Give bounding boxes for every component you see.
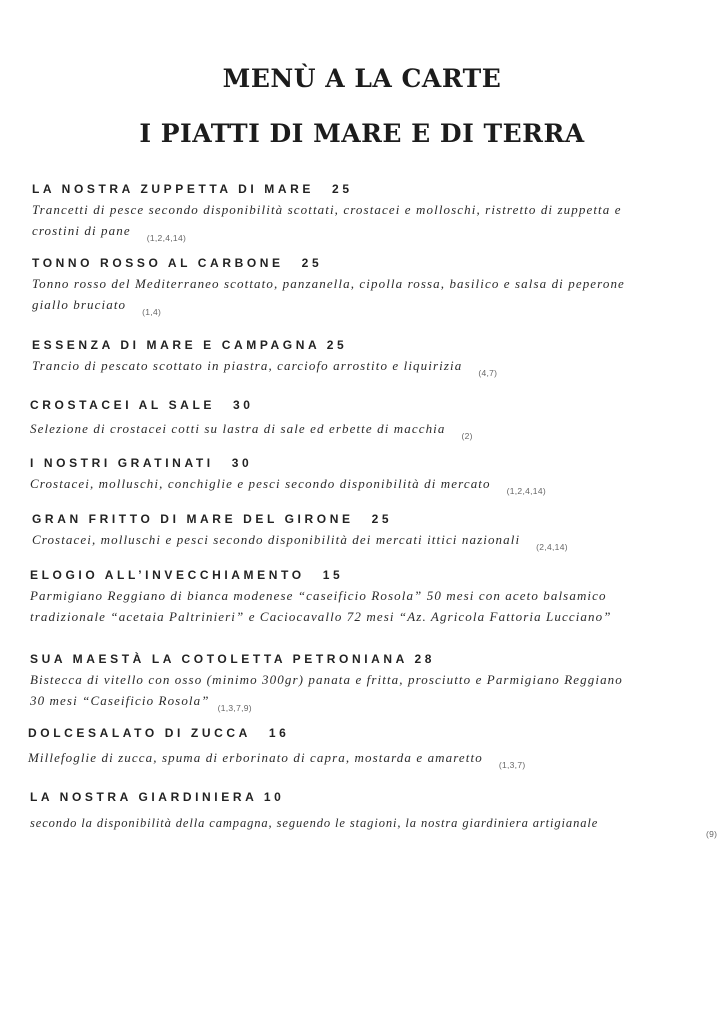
dish-tonno (32, 255, 625, 317)
dish-name: ESSENZA DI MARE E CAMPAGNA 25 (32, 338, 348, 352)
dish-description: Crostacei, molluschi e pesci secondo disponibilità dei mercati ittici nazionali $_{(2,4,14)}$ (32, 532, 568, 552)
dish-name: ELOGIO ALL’INVECCHIAMENTO 15 (30, 568, 344, 582)
dish-allergens: (9) (706, 829, 718, 839)
dish-name: SUA MAESTÀ LA COTOLETTA PETRONIANA 28 (30, 652, 435, 666)
dish-dolcesalato (28, 725, 526, 770)
dish-allergens: (1,2,4,14) (146, 233, 187, 243)
dish-price: 30 (231, 456, 253, 470)
dish-price: 25 (332, 182, 353, 196)
menu-title: MENÙ A LA CARTE (222, 64, 502, 93)
dish-allergens: (2,4,14) (536, 542, 568, 552)
dish-name: TONNO ROSSO AL CARBONE 25 (32, 256, 323, 270)
dish-description: Tonno rosso del Mediterraneo scottato, panzanella, cipolla rossa, basilico e salsa di peperone giallo bruciato $_{(1,4)}$ (32, 276, 625, 317)
dish-giardiniera (30, 789, 598, 834)
dish-allergens: (1,3,7) (498, 760, 526, 770)
dish-description: Selezione di crostacei cotti su lastra di sale ed erbette di macchia $_{(2)}$ (30, 421, 473, 441)
dish-name: DOLCESALATO DI ZUCCA 16 (28, 726, 290, 740)
dish-name: I NOSTRI GRATINATI 30 (30, 456, 253, 470)
dish-name: LA NOSTRA ZUPPETTA DI MARE 25 (32, 182, 353, 196)
dish-gratinati (30, 455, 546, 496)
dish-essenza (32, 337, 497, 378)
dish-allergens: (1,3,7,9) (217, 703, 252, 713)
dish-price: 15 (322, 568, 344, 582)
dish-description: Trancio di pescato scottato in piastra, carciofo arrostito e liquirizia $_{(4,7)}$ (32, 358, 498, 378)
dish-allergens: (1,2,4,14) (506, 486, 546, 496)
dish-price: 30 (233, 398, 254, 412)
dish-elogio (30, 567, 612, 627)
dish-zuppetta (32, 181, 622, 243)
menu-subtitle: I PIATTI DI MARE E DI TERRA (139, 119, 585, 148)
dish-price: 16 (268, 726, 290, 740)
dish-price: 25 (371, 512, 393, 526)
dish-allergens: (1,4) (142, 307, 162, 317)
dish-name: GRAN FRITTO DI MARE DEL GIRONE 25 (32, 512, 393, 526)
dish-crostacei-sale (30, 397, 473, 441)
dish-allergens: (4,7) (478, 368, 498, 378)
dish-description: Trancetti di pesce secondo disponibilità scottati, crostacei e molloschi, ristretto di zuppetta e crostini di pane $_{(1,2,4,14)}$ (32, 202, 622, 243)
dish-description: secondo la disponibilità della campagna, seguendo le stagioni, la nostra giardiniera artigianale (30, 816, 599, 830)
dish-allergens: (2) (461, 431, 473, 441)
dish-name: CROSTACEI AL SALE 30 (30, 398, 254, 412)
dish-name: LA NOSTRA GIARDINIERA 10 (30, 790, 285, 804)
dish-description: Crostacei, molluschi, conchiglie e pesci secondo disponibilità di mercato $_{(1,2,4,14)}$ (30, 476, 546, 496)
dish-description: Parmigiano Reggiano di bianca modenese “caseificio Rosola” 50 mesi con aceto balsamico tradizionale “acetaia Paltrinieri” e Caciocavallo 72 mesi “Az. Agricola Fattoria Lucciano” (30, 588, 612, 624)
dish-cotoletta (30, 651, 623, 713)
dish-description: Bistecca di vitello con osso (minimo 300gr) panata e fritta, prosciutto e Parmigiano Reggiano 30 mesi “Caseificio Rosola” $_{(1,3,7,9)}$ (30, 672, 623, 713)
dish-price: 25 (301, 256, 323, 270)
dish-description: Millefoglie di zucca, spuma di erborinato di capra, mostarda e amaretto $_{(1,3,7)}$ (28, 750, 526, 770)
dish-gran-fritto (32, 511, 568, 552)
